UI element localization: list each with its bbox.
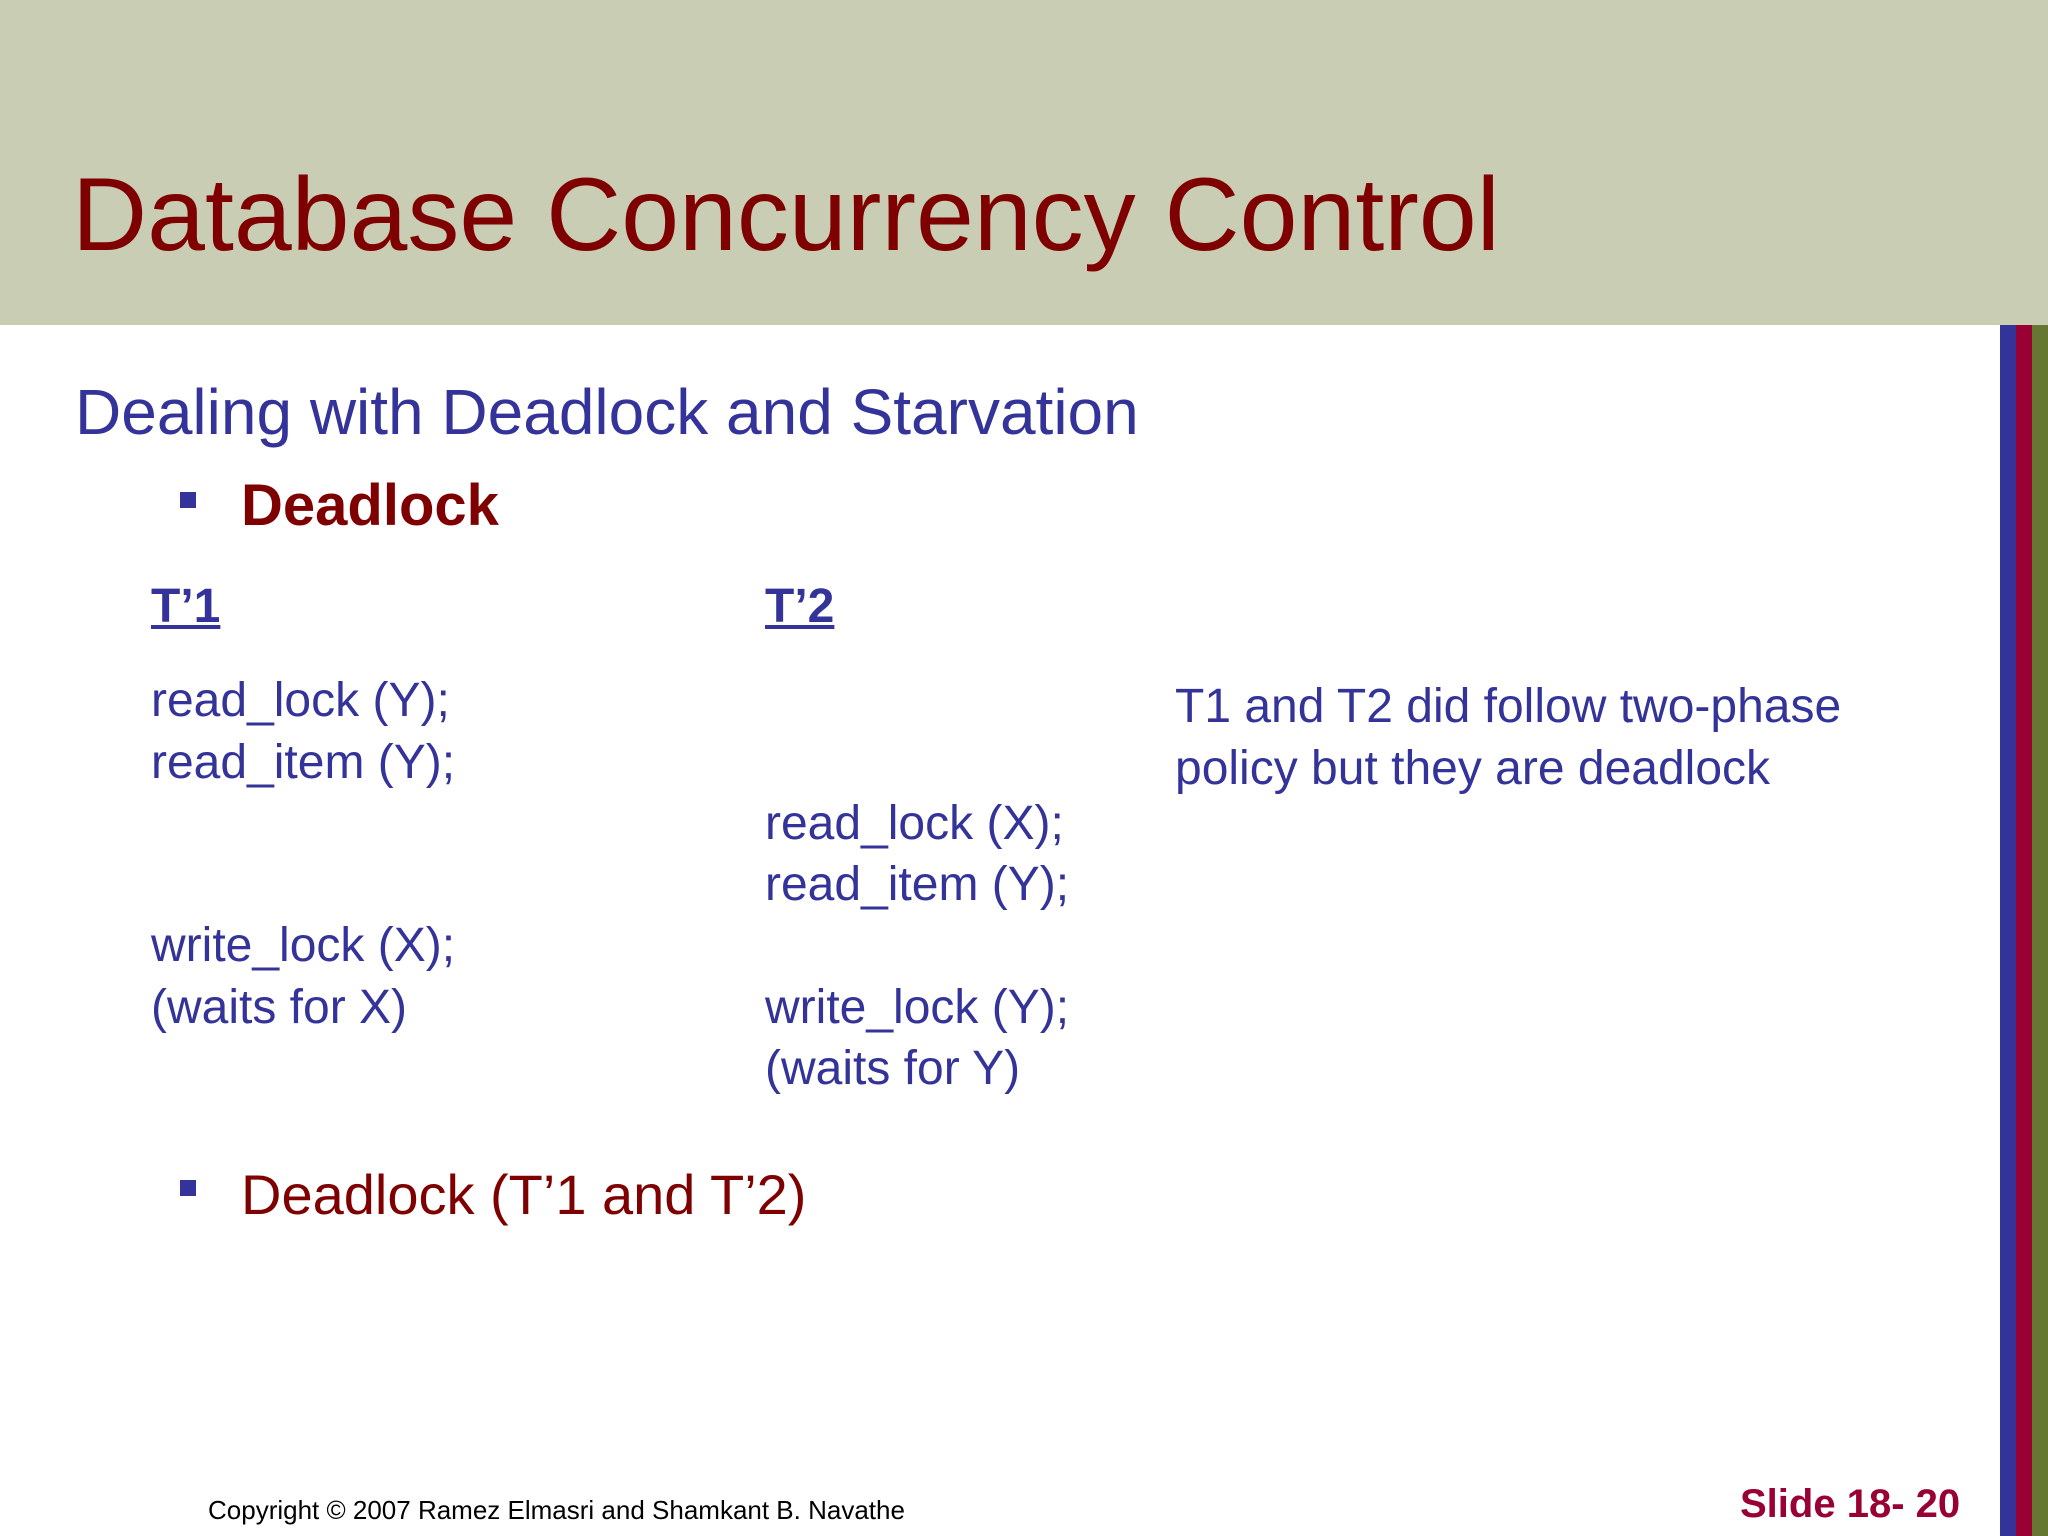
bullet-deadlock: Deadlock [241,473,499,538]
t1-header: T’1 [151,580,221,633]
t1-op: write_lock (X); [151,919,456,972]
t1-op: read_lock (Y); [151,674,450,727]
slide-title: Database Concurrency Control [72,157,1500,273]
t2-op: read_lock (X); [765,797,1064,850]
t2-op: write_lock (Y); [765,981,1070,1034]
side-stripes [2000,325,2048,1536]
t1-op: read_item (Y); [151,736,456,789]
stripe-red [2016,325,2032,1536]
t2-header: T’2 [765,580,835,633]
stripe-olive [2032,325,2048,1536]
note-line: T1 and T2 did follow two-phase [1175,680,1842,733]
t2-op: (waits for Y) [765,1042,1021,1095]
bullet-deadlock-pair: Deadlock (T’1 and T’2) [241,1163,807,1226]
copyright-footer: Copyright © 2007 Ramez Elmasri and Shamkant B. Navathe [208,1495,905,1525]
slide-number: Slide 18- 20 [1740,1482,1961,1526]
square-bullet-icon [180,492,196,508]
square-bullet-icon [180,1180,196,1196]
t1-op: (waits for X) [151,981,408,1034]
t2-op: read_item (Y); [765,858,1070,911]
stripe-blue [2000,325,2016,1536]
slide-subtitle: Dealing with Deadlock and Starvation [75,376,1139,448]
note-line: policy but they are deadlock [1175,742,1771,795]
two-phase-note [1175,676,1841,800]
